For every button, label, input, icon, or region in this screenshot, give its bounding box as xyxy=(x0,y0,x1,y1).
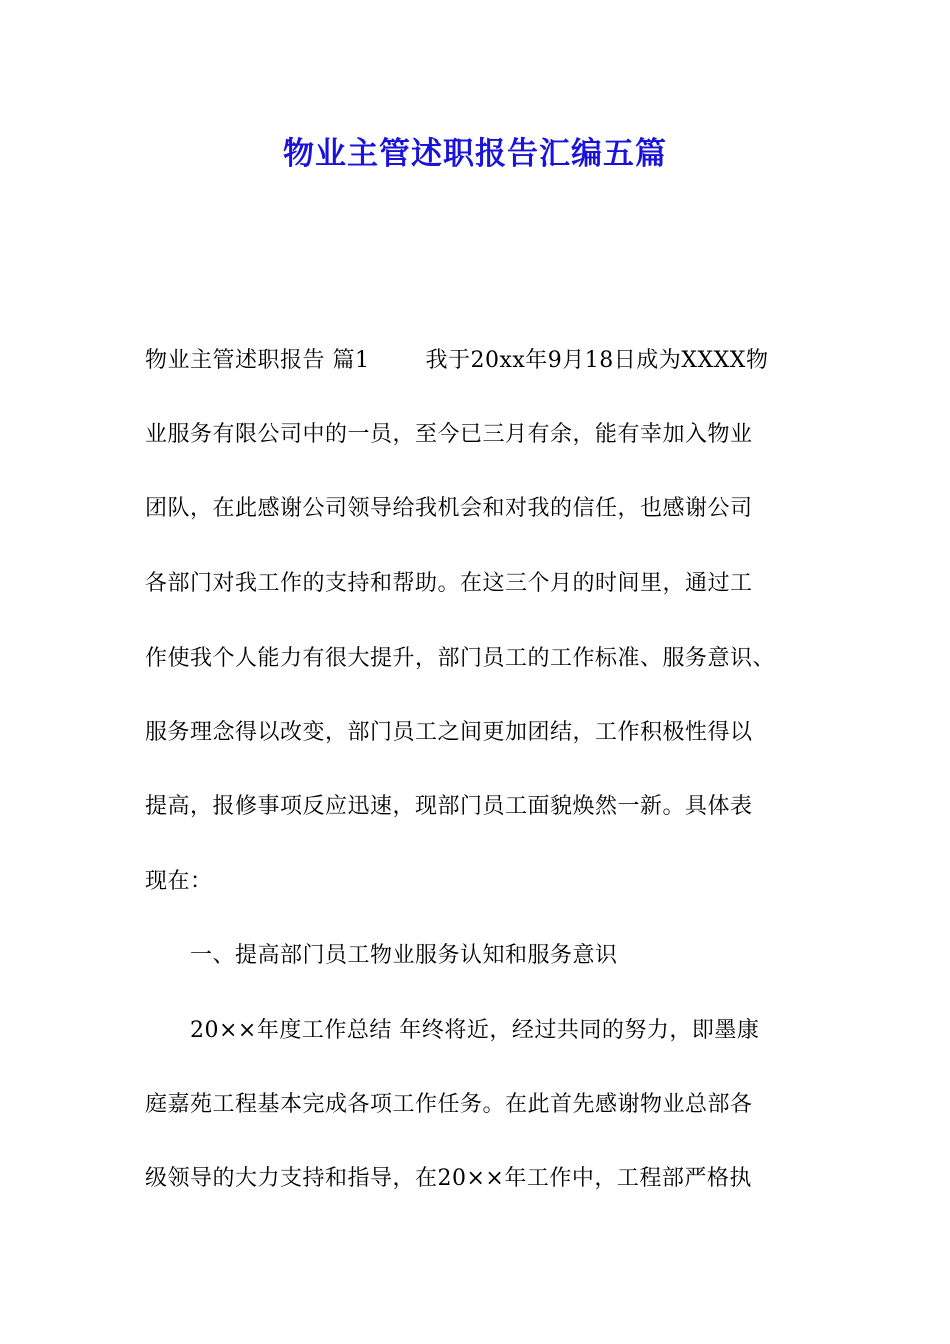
text-line: 级领导的大力支持和指导，在20××年工作中，工程部严格执 xyxy=(145,1166,752,1191)
report-heading: 物业主管述职报告 篇1 xyxy=(145,348,370,373)
text-line: 提高，报修事项反应迅速，现部门员工面貌焕然一新。具体表 xyxy=(145,794,753,819)
text-line: 团队，在此感谢公司领导给我机会和对我的信任，也感谢公司 xyxy=(145,496,753,521)
text-line: 20××年度工作总结 年终将近，经过共同的努力，即墨康 xyxy=(190,1018,760,1043)
text-line: 服务理念得以改变，部门员工之间更加团结，工作积极性得以 xyxy=(145,720,753,745)
text-line: 庭嘉苑工程基本完成各项工作任务。在此首先感谢物业总部各 xyxy=(145,1092,753,1117)
document-title: 物业主管述职报告汇编五篇 xyxy=(283,136,667,172)
text-line xyxy=(145,346,825,376)
text-line: 现在： xyxy=(145,869,213,894)
text-line: 各部门对我工作的支持和帮助。在这三个月的时间里，通过工 xyxy=(145,571,753,596)
text-line: 作使我个人能力有很大提升，部门员工的工作标准、服务意识、 xyxy=(145,646,776,671)
paragraph-text: 我于20xx年9月18日成为XXXX物 xyxy=(425,348,769,373)
text-line: 业服务有限公司中的一员，至今已三月有余，能有幸加入物业 xyxy=(145,422,753,447)
section-heading: 一、提高部门员工物业服务认知和服务意识 xyxy=(190,943,618,968)
